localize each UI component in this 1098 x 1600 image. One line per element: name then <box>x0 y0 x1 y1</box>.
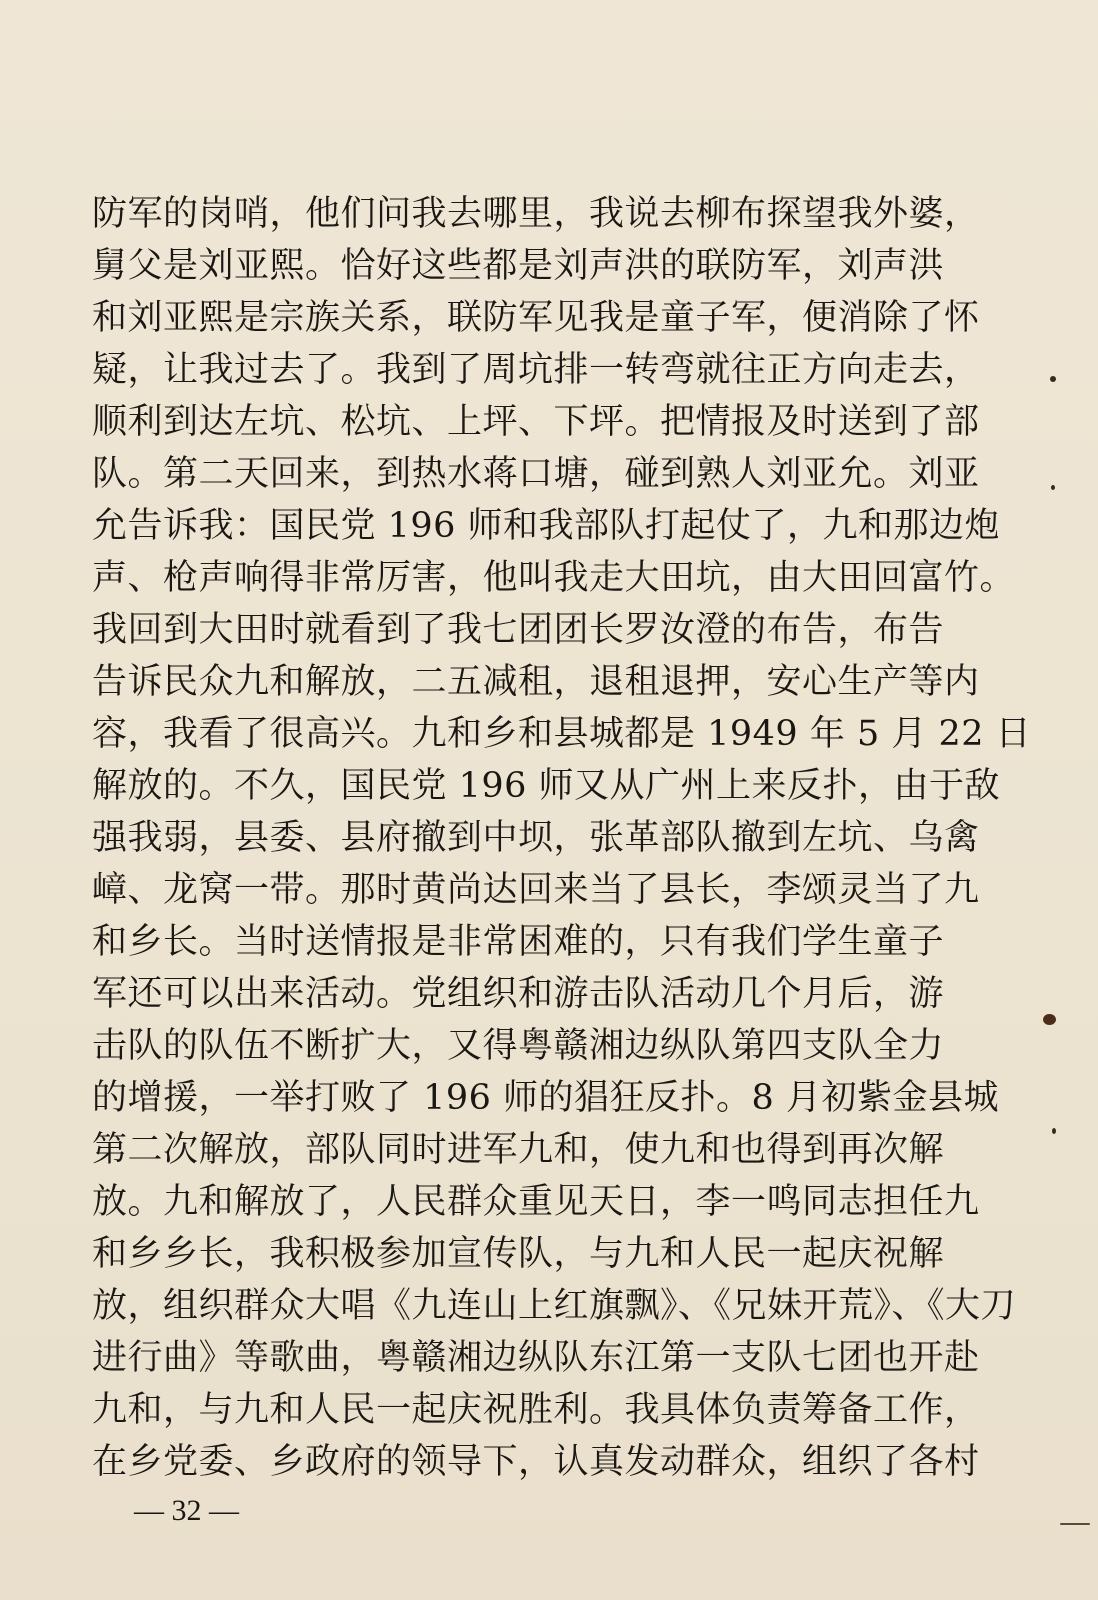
scan-speck <box>1060 1523 1090 1525</box>
text-line: 放，组织群众大唱《九连山上红旗飘》、《兄妹开荒》、《大刀 <box>92 1286 1017 1326</box>
text-line: 和乡长。当时送情报是非常困难的，只有我们学生童子 <box>92 922 945 962</box>
text-line: 解放的。不久，国民党 196 师又从广州上来反扑，由于敌 <box>92 766 1001 806</box>
scan-speck <box>1043 1014 1056 1025</box>
text-line: 容，我看了很高兴。九和乡和县城都是 1949 年 5 月 22 日 <box>92 714 1032 754</box>
text-line: 击队的队伍不断扩大，又得粤赣湘边纵队第四支队全力 <box>92 1026 945 1066</box>
scan-speck <box>1052 1128 1056 1134</box>
text-line: 九和，与九和人民一起庆祝胜利。我具体负责筹备工作， <box>92 1390 980 1430</box>
text-line: 队。第二天回来，到热水蒋口塘，碰到熟人刘亚允。刘亚 <box>92 454 980 494</box>
page-number: — 32 — <box>134 1494 239 1527</box>
scan-speck <box>1051 485 1055 490</box>
text-line: 舅父是刘亚熙。恰好这些都是刘声洪的联防军，刘声洪 <box>92 246 945 286</box>
text-line: 在乡党委、乡政府的领导下，认真发动群众，组织了各村 <box>92 1442 980 1482</box>
text-line: 和刘亚熙是宗族关系，联防军见我是童子军，便消除了怀 <box>92 298 980 338</box>
text-line: 我回到大田时就看到了我七团团长罗汝澄的布告，布告 <box>92 610 945 650</box>
text-line: 的增援，一举打败了 196 师的猖狂反扑。8 月初紫金县城 <box>92 1078 999 1118</box>
text-line: 第二次解放，部队同时进军九和，使九和也得到再次解 <box>92 1130 945 1170</box>
text-line: 允告诉我：国民党 196 师和我部队打起仗了，九和那边炮 <box>92 506 1001 546</box>
text-line: 声、枪声响得非常厉害，他叫我走大田坑，由大田回富竹。 <box>92 558 1016 598</box>
text-line: 疑，让我过去了。我到了周坑排一转弯就往正方向走去， <box>92 350 980 390</box>
text-line: 嶂、龙窝一带。那时黄尚达回来当了县长，李颂灵当了九 <box>92 870 980 910</box>
text-line: 告诉民众九和解放，二五减租，退租退押，安心生产等内 <box>92 662 980 702</box>
text-line: 强我弱，县委、县府撤到中坝，张革部队撤到左坑、乌禽 <box>92 818 980 858</box>
scan-speck <box>1050 376 1056 382</box>
text-line: 顺利到达左坑、松坑、上坪、下坪。把情报及时送到了部 <box>92 402 980 442</box>
text-line: 军还可以出来活动。党组织和游击队活动几个月后，游 <box>92 974 945 1014</box>
text-line: 放。九和解放了，人民群众重见天日，李一鸣同志担任九 <box>92 1182 980 1222</box>
text-line: 防军的岗哨，他们问我去哪里，我说去柳布探望我外婆， <box>92 194 980 234</box>
text-line: 和乡乡长，我积极参加宣传队，与九和人民一起庆祝解 <box>92 1234 945 1274</box>
text-line: 进行曲》等歌曲，粤赣湘边纵队东江第一支队七团也开赴 <box>92 1338 980 1378</box>
